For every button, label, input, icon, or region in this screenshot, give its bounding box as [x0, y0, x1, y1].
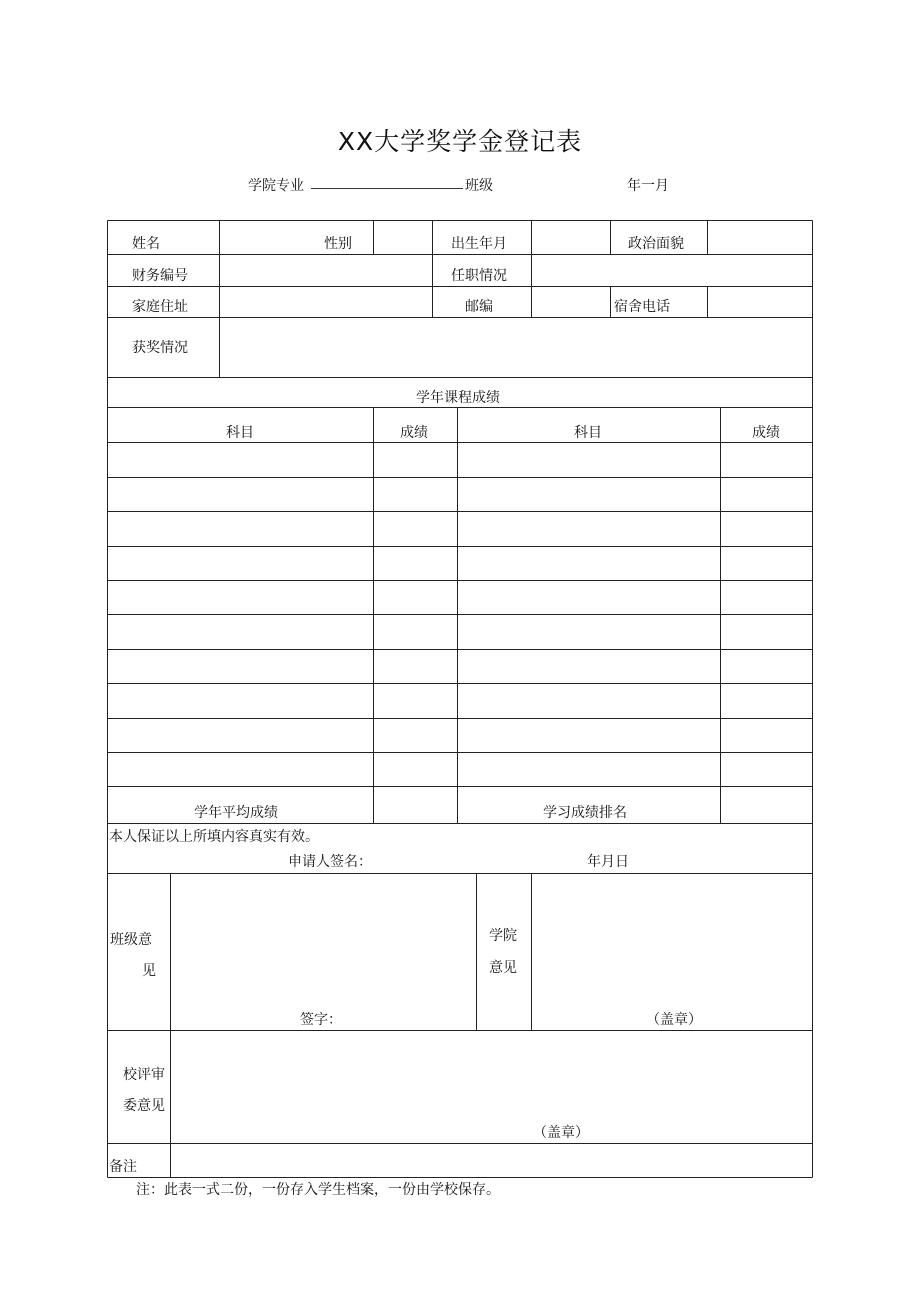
subject-header-left: 科目	[226, 425, 254, 441]
postcode-label: 邮编	[465, 299, 493, 315]
grades-section-title: 学年课程成绩	[416, 390, 500, 406]
committee-opinion-label-2: 委意见	[123, 1098, 165, 1114]
committee-opinion-label-1: 校评审	[123, 1067, 165, 1083]
applicant-sign-label: 申请人签名：	[288, 854, 372, 870]
position-label: 任职情况	[451, 268, 507, 284]
date-label: 年月日	[587, 854, 629, 870]
birth-label: 出生年月	[451, 236, 507, 252]
average-score-label: 学年平均成绩	[194, 805, 278, 821]
class-sign-label: 签字：	[300, 1012, 342, 1028]
declaration-text: 本人保证以上所填内容真实有效。	[109, 829, 319, 845]
college-opinion-label-1: 学院	[489, 928, 517, 944]
college-opinion-label-2: 意见	[489, 960, 517, 976]
class-label: 班级	[465, 178, 493, 194]
committee-seal-label: （盖章）	[533, 1125, 589, 1141]
year-month-label: 年一月	[627, 178, 669, 194]
name-label: 姓名	[132, 236, 160, 252]
score-header-right: 成绩	[752, 425, 780, 441]
finance-number-label: 财务编号	[132, 268, 188, 284]
class-opinion-label-1: 班级意	[110, 932, 152, 948]
gender-label: 性别	[324, 236, 352, 252]
awards-label: 获奖情况	[132, 340, 188, 356]
form-title: XX大学奖学金登记表	[337, 127, 583, 156]
subject-header-right: 科目	[574, 425, 602, 441]
class-opinion-label-2: 见	[142, 963, 156, 979]
address-label: 家庭住址	[132, 299, 188, 315]
footnote: 注：此表一式二份，一份存入学生档案，一份由学校保存。	[136, 1182, 500, 1198]
college-seal-label: （盖章）	[646, 1012, 702, 1028]
dorm-phone-label: 宿舍电话	[614, 299, 670, 315]
college-major-label: 学院专业	[248, 178, 304, 194]
remarks-label: 备注	[109, 1159, 137, 1175]
score-rank-label: 学习成绩排名	[543, 805, 627, 821]
score-header-left: 成绩	[400, 425, 428, 441]
political-label: 政治面貌	[628, 236, 684, 252]
